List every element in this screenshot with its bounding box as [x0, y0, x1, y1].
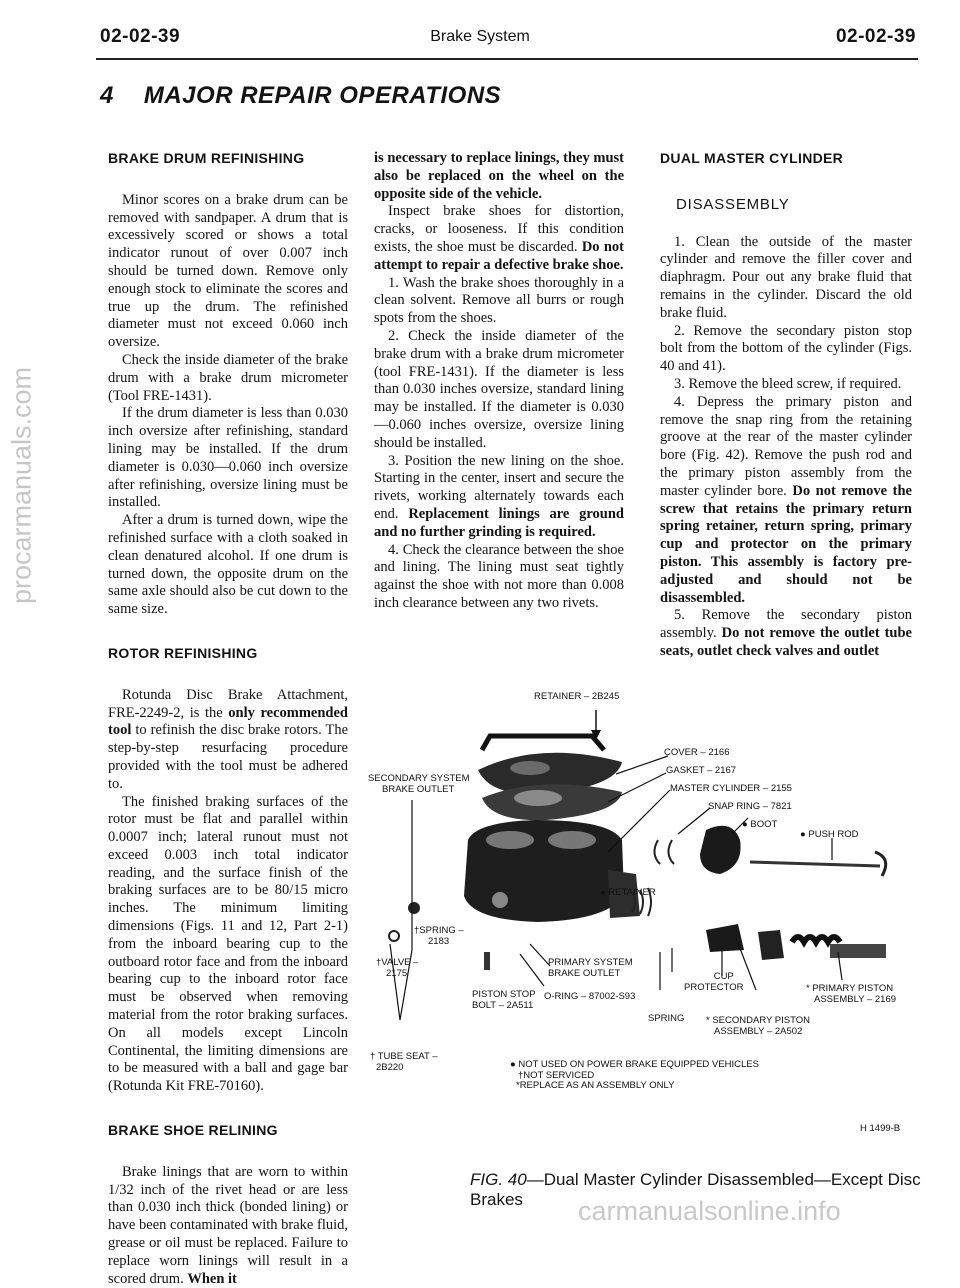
- label-boot: ● BOOT: [742, 819, 778, 830]
- heading-disassembly: DISASSEMBLY: [676, 195, 790, 213]
- column-1: [108, 150, 348, 1288]
- secondary-piston: [758, 930, 784, 960]
- label-piston-stop-bolt: PISTON STOP BOLT – 2A511: [472, 989, 536, 1011]
- section-number: 4: [100, 82, 114, 109]
- watermark-bottom: carmanualsonline.info: [578, 1196, 841, 1226]
- column-2: [374, 150, 624, 613]
- paragraph: Check the inside diameter of the brake drum with a brake drum micrometer (Tool FRE-1431).: [108, 351, 348, 404]
- label-cover: COVER – 2166: [664, 747, 730, 758]
- column-3: [660, 150, 912, 661]
- section-heading: [100, 82, 501, 110]
- label-valve: †VALVE – 2175: [376, 957, 419, 979]
- label-retainer-mid: ● RETAINER: [600, 887, 656, 898]
- piston-stop-bolt: [484, 952, 490, 970]
- step-3: 3. Remove the bleed screw, if required.: [674, 375, 902, 392]
- paragraph: is necessary to replace linings, they must also be replaced on the wheel on the opposite side of the vehicle.: [374, 150, 624, 202]
- paragraph: If the drum diameter is less than 0.030 inch oversize after refinishing, standard lining may be installed. If the drum diameter is 0.030—0.060 inch oversize after refinishing, oversize lining must be installed.: [108, 405, 348, 511]
- step-2: 2. Check the inside diameter of the brake drum with a brake drum micrometer (tool FRE-1431). If the diameter is less than 0.030 inches oversize, standard lining may be installed. If the diameter is 0.030—0.060 inches oversize, oversize lining should be installed.: [374, 327, 624, 451]
- heading-rotor-refinishing: ROTOR REFINISHING: [108, 644, 258, 661]
- valve-part: [389, 931, 399, 941]
- step-5: 5. Remove the secondary piston assembly. Do not remove the outlet tube seats, outlet check valves and outlet: [660, 607, 912, 659]
- step-4: 4. Depress the primary piston and remove the snap ring from the retaining groove at the rear of the master cylinder bore (Fig. 42). Remove the push rod and the primary piston assembly from the master cylinder bore. Do not remove the screw that retains the primary return spring retainer, return spring, primary cup and protector on the primary piston. This assembly is factory pre-adjusted and should not be disassembled.: [660, 393, 912, 606]
- label-master-cylinder: MASTER CYLINDER – 2155: [670, 783, 792, 794]
- label-spring-small: SPRING: [648, 1013, 685, 1024]
- step-1: 1. Clean the outside of the master cylinder and remove the filler cover and diaphragm. Pour out any brake fluid that remains in the cylinder. Discard the old brake fluid.: [660, 233, 912, 321]
- label-o-ring: O-RING – 87002-S93: [544, 991, 636, 1002]
- figure-note: ● NOT USED ON POWER BRAKE EQUIPPED VEHICLES †NOT SERVICED *REPLACE AS AN ASSEMBLY ONLY: [510, 1059, 759, 1091]
- step-3: 3. Position the new lining on the shoe. Starting in the center, insert and secure the rivets, working alternately towards each end. Replacement linings are ground and no further grinding is required.: [374, 452, 624, 540]
- paragraph: Inspect brake shoes for distortion, cracks, or looseness. If this condition exists, the shoe must be discarded. Do not attempt to repair a defective brake shoe.: [374, 203, 624, 273]
- heading-brake-drum-refinishing: BRAKE DRUM REFINISHING: [108, 150, 305, 166]
- section-title: MAJOR REPAIR OPERATIONS: [143, 82, 502, 109]
- page-number-left: 02-02-39: [100, 26, 181, 47]
- label-secondary-outlet: SECONDARY SYSTEM BRAKE OUTLET: [368, 773, 470, 795]
- watermark-left: procarmanuals.com: [6, 366, 37, 605]
- label-retainer-top: RETAINER – 2B245: [534, 691, 620, 702]
- label-snap-ring: SNAP RING – 7821: [708, 801, 792, 812]
- paragraph: Brake linings that are worn to within 1/32 inch of the rivet head or are less than 0.030 inch thick (bonded lining) or have been contaminated with brake fluid, grease or oil must be replaced. Failure to replace worn linings will result in a scored drum. When it: [108, 1163, 348, 1287]
- paragraph: The finished braking surfaces of the rotor must be flat and parallel within 0.0007 inch; lateral runout must not exceed 0.003 inch total indicator reading, and the surface finish of the braking surfaces are to be 80/15 micro inches. The minimum limiting dimensions (Figs. 11 and 12, Part 2-1) from the inboard bearing cup to the outboard rotor face and from the inboard bearing cup to the inboard rotor face must be observed when removing material from the rotor braking surfaces. On all models except Lincoln Continental, the limiting dimensions are to be measured with a ball and gage bar (Rotunda Kit FRE-70160).: [108, 793, 348, 1095]
- heading-dual-master-cylinder: DUAL MASTER CYLINDER: [660, 150, 844, 166]
- spring-part: [408, 902, 420, 914]
- cup-protector: [706, 924, 744, 952]
- label-primary-outlet: PRIMARY SYSTEM BRAKE OUTLET: [548, 957, 633, 979]
- figure-code: H 1499-B: [860, 1123, 901, 1134]
- figure-40-illustration: [360, 690, 920, 1134]
- heading-brake-shoe-relining: BRAKE SHOE RELINING: [108, 1122, 278, 1139]
- paragraph: Minor scores on a brake drum can be removed with sandpaper. A drum that is excessively scored or shows a total indicator runout of over 0.007 inch should be turned down. Remove only enough stock to eliminate the scores and true up the drum. The refinished diameter must not exceed 0.060 inch oversize.: [108, 191, 348, 351]
- snap-ring: [654, 840, 660, 864]
- label-push-rod: ● PUSH ROD: [800, 829, 859, 840]
- label-gasket: GASKET – 2167: [666, 765, 737, 776]
- label-cup-protector: CUP PROTECTOR: [684, 971, 744, 993]
- master-cylinder-body: [464, 820, 624, 922]
- header-rule: [96, 58, 918, 60]
- figure-caption: FIG. 40—Dual Master Cylinder Disassembled—Except Disc Brakes: [470, 1170, 921, 1209]
- page-number-right: 02-02-39: [835, 26, 916, 47]
- retainer-bail: [482, 736, 604, 750]
- boot: [700, 826, 741, 874]
- label-tube-seat: † TUBE SEAT – 2B220: [370, 1051, 438, 1073]
- push-rod: [750, 862, 880, 866]
- label-secondary-piston: * SECONDARY PISTON ASSEMBLY – 2A502: [706, 1015, 811, 1037]
- primary-piston-assembly: [792, 937, 840, 942]
- label-spring: †SPRING – 2183: [414, 925, 464, 947]
- running-title: Brake System: [430, 28, 530, 45]
- paragraph: Rotunda Disc Brake Attachment, FRE-2249-2, is the only recommended tool to refinish the disc brake rotors. The step-by-step resurfacing procedure provided with the tool must be adhered to.: [108, 686, 348, 792]
- step-1: 1. Wash the brake shoes thoroughly in a clean solvent. Remove all burrs or rough spots from the shoes.: [374, 274, 624, 327]
- step-4: 4. Check the clearance between the shoe and lining. The lining must seat tightly against the shoe with not more than 0.008 inch clearance between any two rivets.: [374, 541, 624, 611]
- paragraph: After a drum is turned down, wipe the refinished surface with a cloth soaked in clean denatured alcohol. If one drum is turned down, the opposite drum on the same axle should also be cut down to the same size.: [108, 512, 348, 618]
- step-2: 2. Remove the secondary piston stop bolt from the bottom of the cylinder (Figs. 40 and 41).: [660, 322, 912, 375]
- label-primary-piston: * PRIMARY PISTON ASSEMBLY – 2169: [806, 983, 897, 1005]
